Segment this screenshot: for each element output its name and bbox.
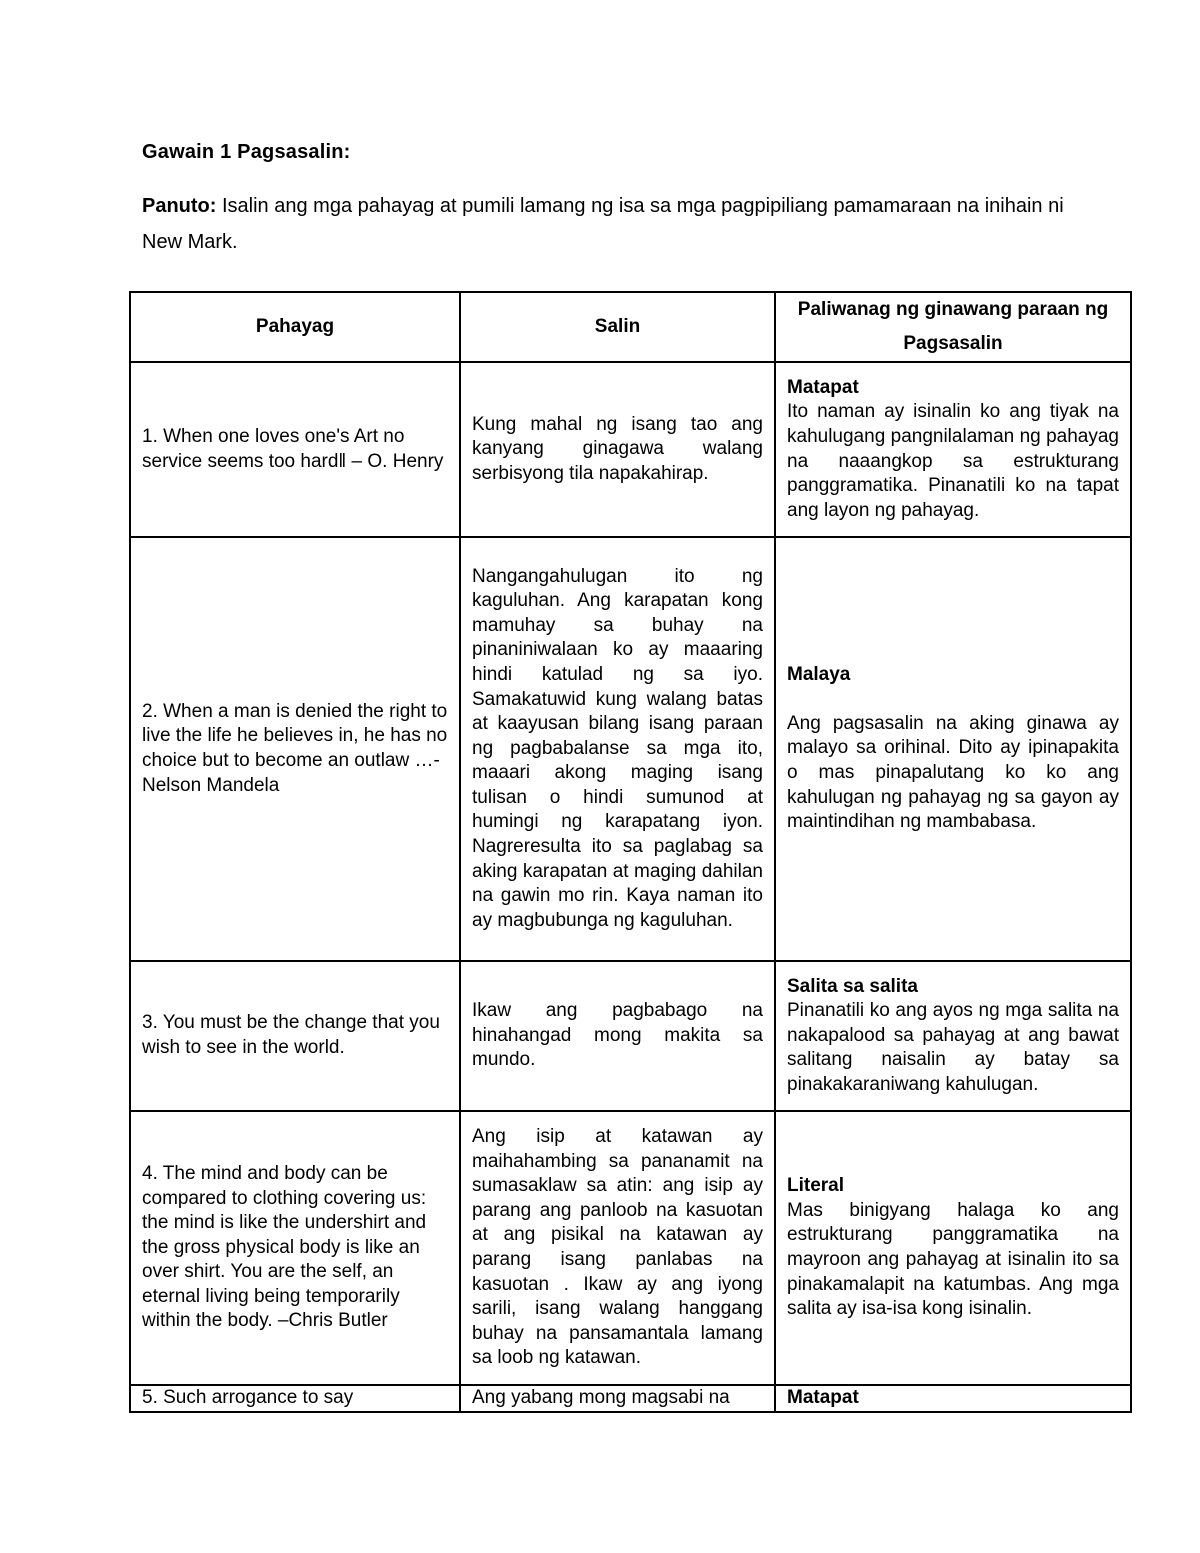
header-paliwanag: Paliwanag ng ginawang paraan ng Pagsasalin <box>775 292 1131 362</box>
table-row <box>130 362 1131 537</box>
instructions <box>142 188 1102 260</box>
table-row <box>130 961 1131 1111</box>
method-explanation: Ang pagsasalin na aking ginawa ay malayo sa orihinal. Dito ay ipinapakita o mas pinapalutang ko ko ang kahulugan ng pahayag ng sa gayon ay maintindihan ng mambabasa. <box>787 712 1119 833</box>
table-row <box>130 1111 1131 1385</box>
paliwanag-cell <box>775 537 1131 961</box>
worksheet-title: Gawain 1 Pagsasalin: <box>142 141 351 163</box>
method-explanation: Ito naman ay isinalin ko ang tiyak na kahulugang pangnilalaman ng pahayag na naaangkop sa estrukturang panggramatika. Pinanatili ko na tapat ang layon ng pahayag. <box>787 401 1119 521</box>
table-row <box>130 537 1131 961</box>
pahayag-cell: 3. You must be the change that you wish to see in the world. <box>130 961 460 1111</box>
salin-cell: Ikaw ang pagbabago na hinahangad mong makita sa mundo. <box>460 961 775 1111</box>
method-label: Literal <box>787 1175 845 1197</box>
salin-cell: Nangangahulugan ito ng kaguluhan. Ang karapatan kong mamuhay sa buhay na pinaniniwalaan ko ay maaaring hindi katulad ng sa iyo. Samakatuwid kung walang batas at kaayusan bilang isang paraan ng pagbabalanse sa mga ito, maaari akong maging isang tulisan o hindi sumunod at humingi ng karapatang iyon. Nagreresulta ito sa paglabag sa aking karapatan at maging dahilan na gawin mo rin. Kaya naman ito ay magbubunga ng kaguluhan. <box>460 537 775 961</box>
paliwanag-cell <box>775 362 1131 537</box>
method-explanation: Mas binigyang halaga ko ang estrukturang panggramatika na mayroon ang pahayag at isinalin ito sa pinakamalapit na katumbas. Ang mga salita ay isa-isa kong isinalin. <box>787 1199 1119 1320</box>
pahayag-cell: 2. When a man is denied the right to live the life he believes in, he has no choice but to become an outlaw …- Nelson Mandela <box>130 537 460 961</box>
header-salin: Salin <box>460 292 775 362</box>
method-label: Matapat <box>787 376 859 398</box>
salin-cell: Kung mahal ng isang tao ang kanyang ginagawa walang serbisyong tila napakahirap. <box>460 362 775 537</box>
salin-cell: Ang yabang mong magsabi na <box>460 1385 775 1412</box>
pahayag-cell: 5. Such arrogance to say <box>130 1385 460 1412</box>
method-label: Malaya <box>787 664 851 686</box>
instructions-text: Isalin ang mga pahayag at pumili lamang ng isa sa mga pagpipiliang pamamaraan na inihain ni New Mark. <box>142 195 1064 253</box>
method-label: Matapat <box>787 1387 859 1408</box>
instructions-label: Panuto: <box>142 195 217 217</box>
pahayag-cell: 4. The mind and body can be compared to clothing covering us: the mind is like the undershirt and the gross physical body is like an over shirt. You are the self, an eternal living being temporarily within the body. –Chris Butler <box>130 1111 460 1385</box>
method-explanation: Pinanatili ko ang ayos ng mga salita na nakapalood sa pahayag at ang bawat salitang naisalin ay batay sa pinakakaraniwang kahulugan. <box>787 1000 1119 1095</box>
translation-table <box>129 291 1132 1413</box>
header-pahayag: Pahayag <box>130 292 460 362</box>
salin-cell: Ang isip at katawan ay maihahambing sa pananamit na sumasaklaw sa atin: ang isip ay parang ang panloob na kasuotan at ang pisikal na katawan ay parang isang panlabas na kasuotan . Ikaw ay ang iyong sarili, isang walang hanggang buhay na pansamantala lamang sa loob ng katawan. <box>460 1111 775 1385</box>
paliwanag-cell <box>775 1111 1131 1385</box>
pahayag-cell: 1. When one loves one's Art no service seems too hard‖ – O. Henry <box>130 362 460 537</box>
table-row <box>130 1385 1131 1412</box>
paliwanag-cell <box>775 961 1131 1111</box>
paliwanag-cell <box>775 1385 1131 1412</box>
table-header-row <box>130 292 1131 362</box>
method-label: Salita sa salita <box>787 975 918 997</box>
